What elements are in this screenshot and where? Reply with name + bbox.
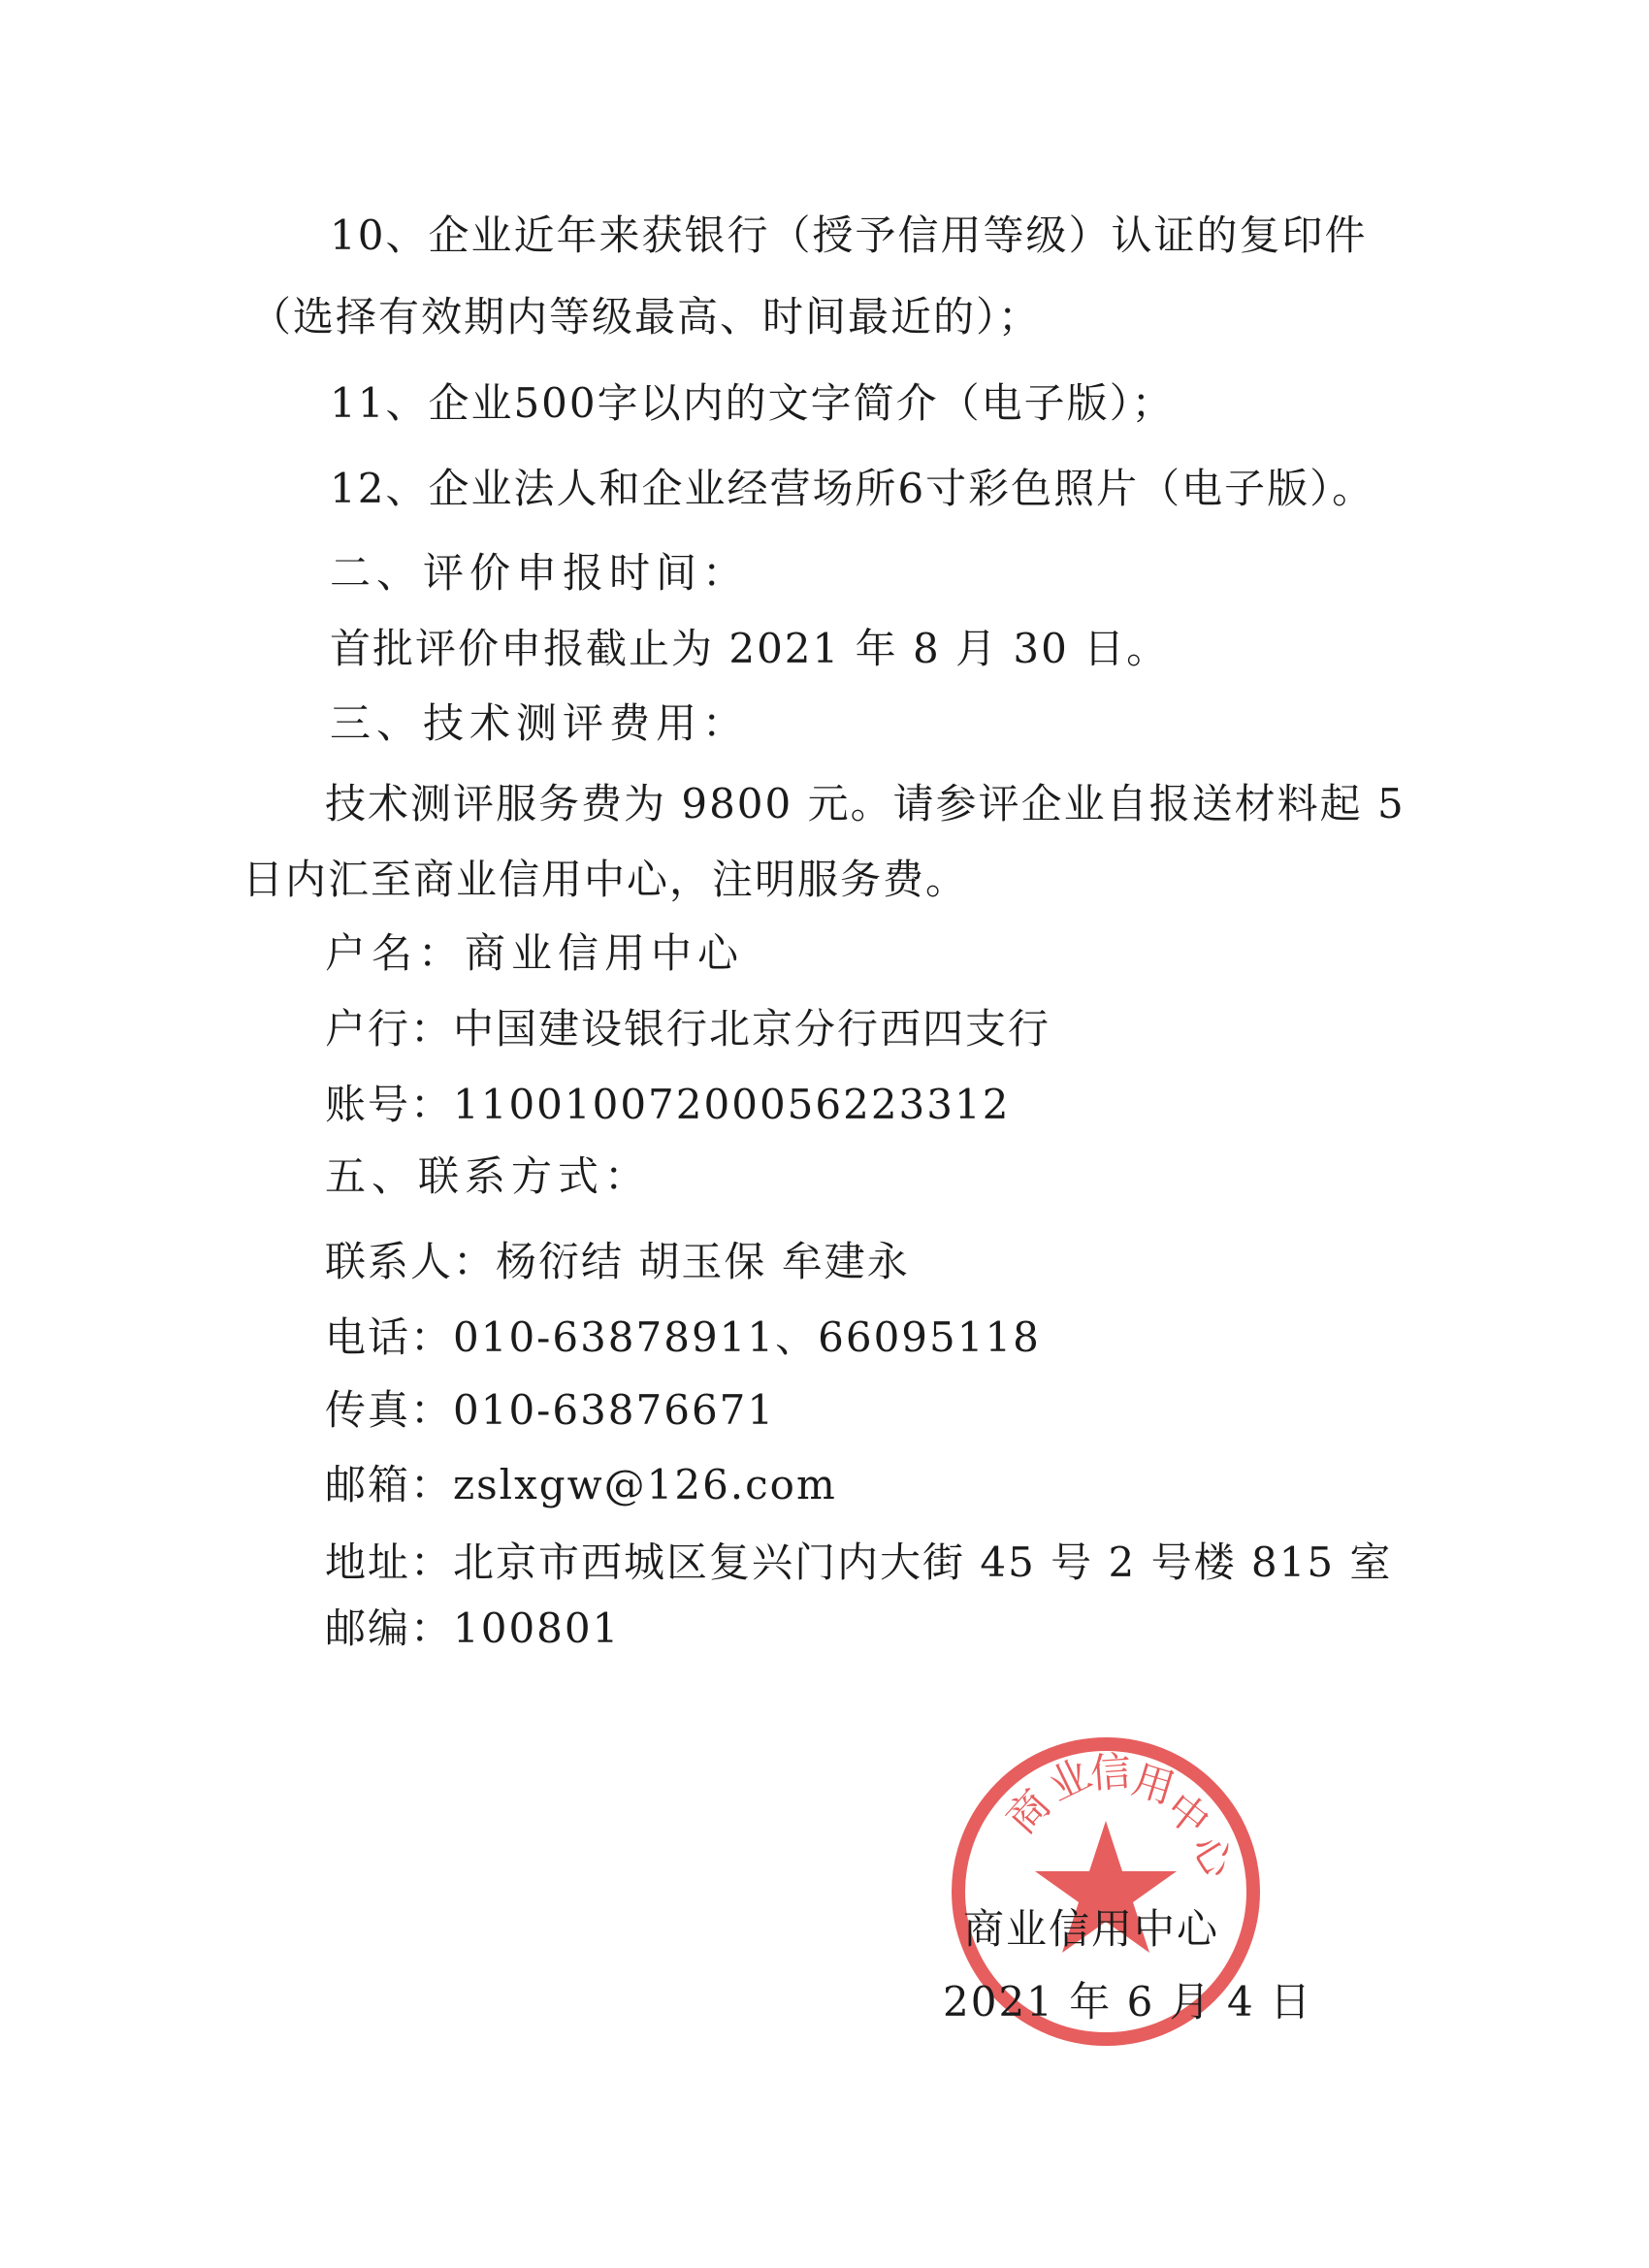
section-5-heading: 五、联系方式： <box>325 1152 652 1200</box>
section-2-heading: 二、评价申报时间： <box>330 549 750 597</box>
contact-email: 邮箱：zslxgw@126.com <box>325 1461 837 1508</box>
section-2-body: 首批评价申报截止为 2021 年 8 月 30 日。 <box>330 625 1170 672</box>
contact-address: 地址：北京市西城区复兴门内大街 45 号 2 号楼 815 室 <box>325 1539 1393 1586</box>
section-3-body-line-2: 日内汇至商业信用中心，注明服务费。 <box>242 856 969 903</box>
item-11: 11、企业500字以内的文字简介（电子版）； <box>330 379 1175 427</box>
contact-fax: 传真：010-63876671 <box>325 1386 776 1434</box>
svg-text:业: 业 <box>1040 1749 1099 1810</box>
item-10-line-1: 10、企业近年来获银行（授予信用等级）认证的复印件 <box>330 211 1368 259</box>
svg-text:信: 信 <box>1088 1747 1133 1798</box>
section-3-body-line-1: 技术测评服务费为 9800 元。请参评企业自报送材料起 5 <box>325 780 1406 827</box>
svg-text:心: 心 <box>1181 1826 1245 1886</box>
account-name: 户名：商业信用中心 <box>325 929 745 977</box>
item-12: 12、企业法人和企业经营场所6寸彩色照片（电子版）。 <box>330 465 1375 512</box>
account-number: 账号：11001007200056223312 <box>325 1081 1011 1128</box>
svg-text:中: 中 <box>1156 1783 1219 1846</box>
svg-text:用: 用 <box>1127 1755 1180 1813</box>
contact-postcode: 邮编：100801 <box>325 1604 621 1652</box>
contact-persons: 联系人：杨衍结 胡玉保 牟建永 <box>325 1238 910 1285</box>
contact-phone: 电话：010-63878911、66095118 <box>325 1313 1041 1361</box>
item-10-line-2: （选择有效期内等级最高、时间最近的）； <box>250 293 1042 340</box>
svg-text:商: 商 <box>997 1780 1060 1843</box>
account-bank: 户行：中国建设银行北京分行西四支行 <box>325 1005 1051 1053</box>
section-3-heading: 三、技术测评费用： <box>330 699 750 747</box>
signature-date: 2021 年 6 月 4 日 <box>943 1978 1313 2025</box>
signature-organization: 商业信用中心 <box>963 1905 1220 1953</box>
